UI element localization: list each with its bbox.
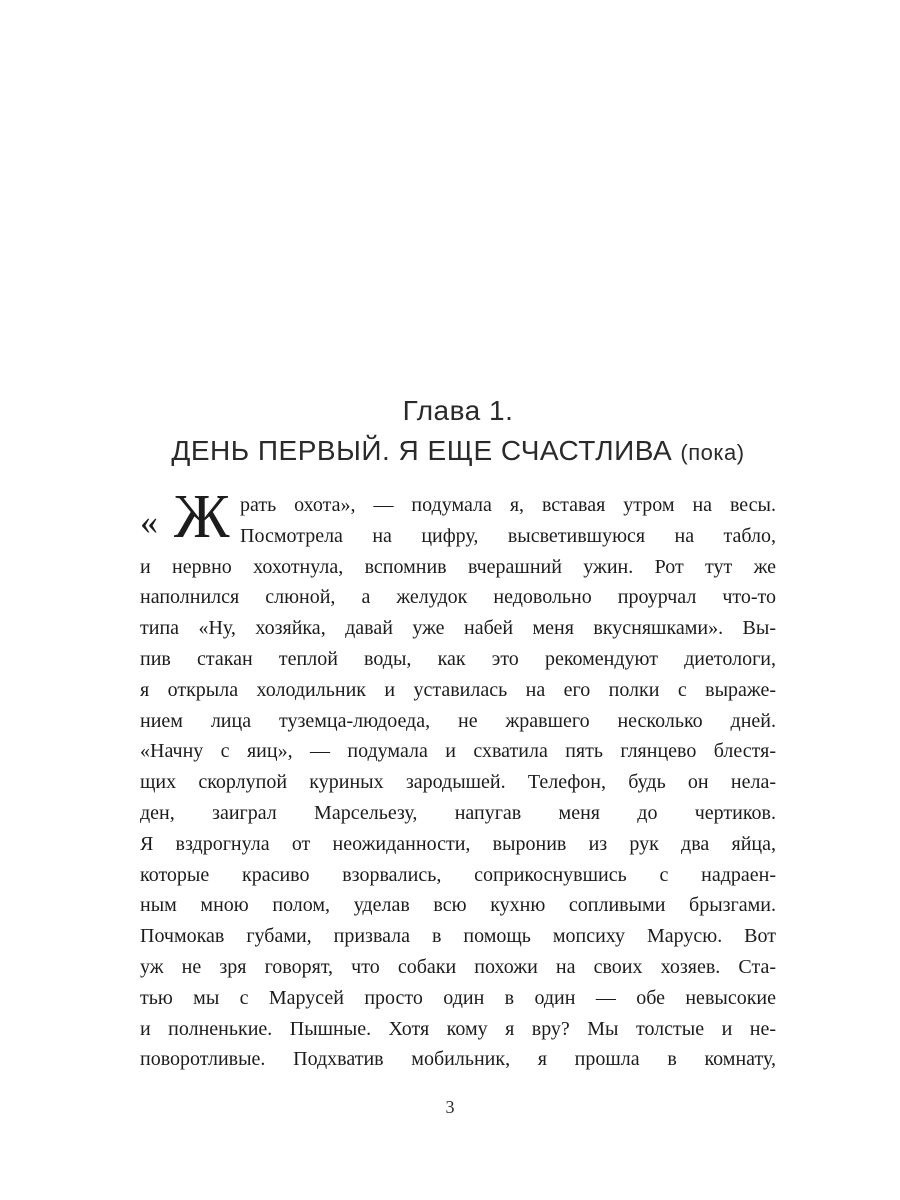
text-line: Я вздрогнула от неожиданности, выронив из рук два яйца, [140, 832, 776, 855]
text-line: наполнился слюной, а желудок недовольно проурчал что-то [140, 586, 776, 609]
text-line: Почмокав губами, призвала в помощь мопсиху Марусю. Вот [140, 925, 776, 948]
text-line: ным мною полом, уделав всю кухню сопливыми брызгами. [140, 894, 776, 917]
chapter-body-text [140, 490, 776, 1075]
chapter-subtitle: (пока) [680, 440, 745, 465]
text-line: «Начну с яиц», — подумала и схватила пять глянцево блестя- [140, 740, 776, 763]
dropcap-letter: Ж [174, 483, 230, 551]
chapter-number: Глава 1. [402, 395, 514, 426]
text-line: Посмотрела на цифру, высветившуюся на табло, [240, 524, 776, 547]
text-line: щих скорлупой куриных зародышей. Телефон, будь он нела- [140, 771, 776, 794]
text-line: которые красиво взорвались, соприкоснувшись с надраен- [140, 863, 776, 886]
text-line: я открыла холодильник и уставилась на его полки с выраже- [140, 678, 776, 701]
chapter-title-main: ДЕНЬ ПЕРВЫЙ. Я ЕЩЕ СЧАСТЛИВА [171, 435, 673, 466]
dropcap-quote: « [140, 502, 158, 542]
text-line: уж не зря говорят, что собаки похожи на своих хозяев. Ста- [140, 955, 776, 978]
text-line: рать охота», — подумала я, вставая утром на весы. [240, 494, 776, 516]
text-line: пив стакан теплой воды, как это рекомендуют диетологи, [140, 647, 776, 670]
text-line: и полненькие. Пышные. Хотя кому я вру? Мы толстые и не- [140, 1017, 776, 1040]
chapter-title [140, 432, 776, 472]
text-line: тью мы с Марусей просто один в один — обе невысокие [140, 986, 776, 1009]
text-line: типа «Ну, хозяйка, давай уже набей меня вкусняшками». Вы- [140, 617, 776, 640]
text-line: нием лица туземца-людоеда, не жравшего несколько дней. [140, 709, 776, 732]
text-line: и нервно хохотнула, вспомнив вчерашний ужин. Рот тут же [140, 555, 776, 578]
text-line: поворотливые. Подхватив мобильник, я прошла в комнату, [140, 1048, 776, 1071]
page-number: 3 [445, 1097, 455, 1117]
text-line: ден, заиграл Марсельезу, напугав меня до чертиков. [140, 801, 776, 824]
